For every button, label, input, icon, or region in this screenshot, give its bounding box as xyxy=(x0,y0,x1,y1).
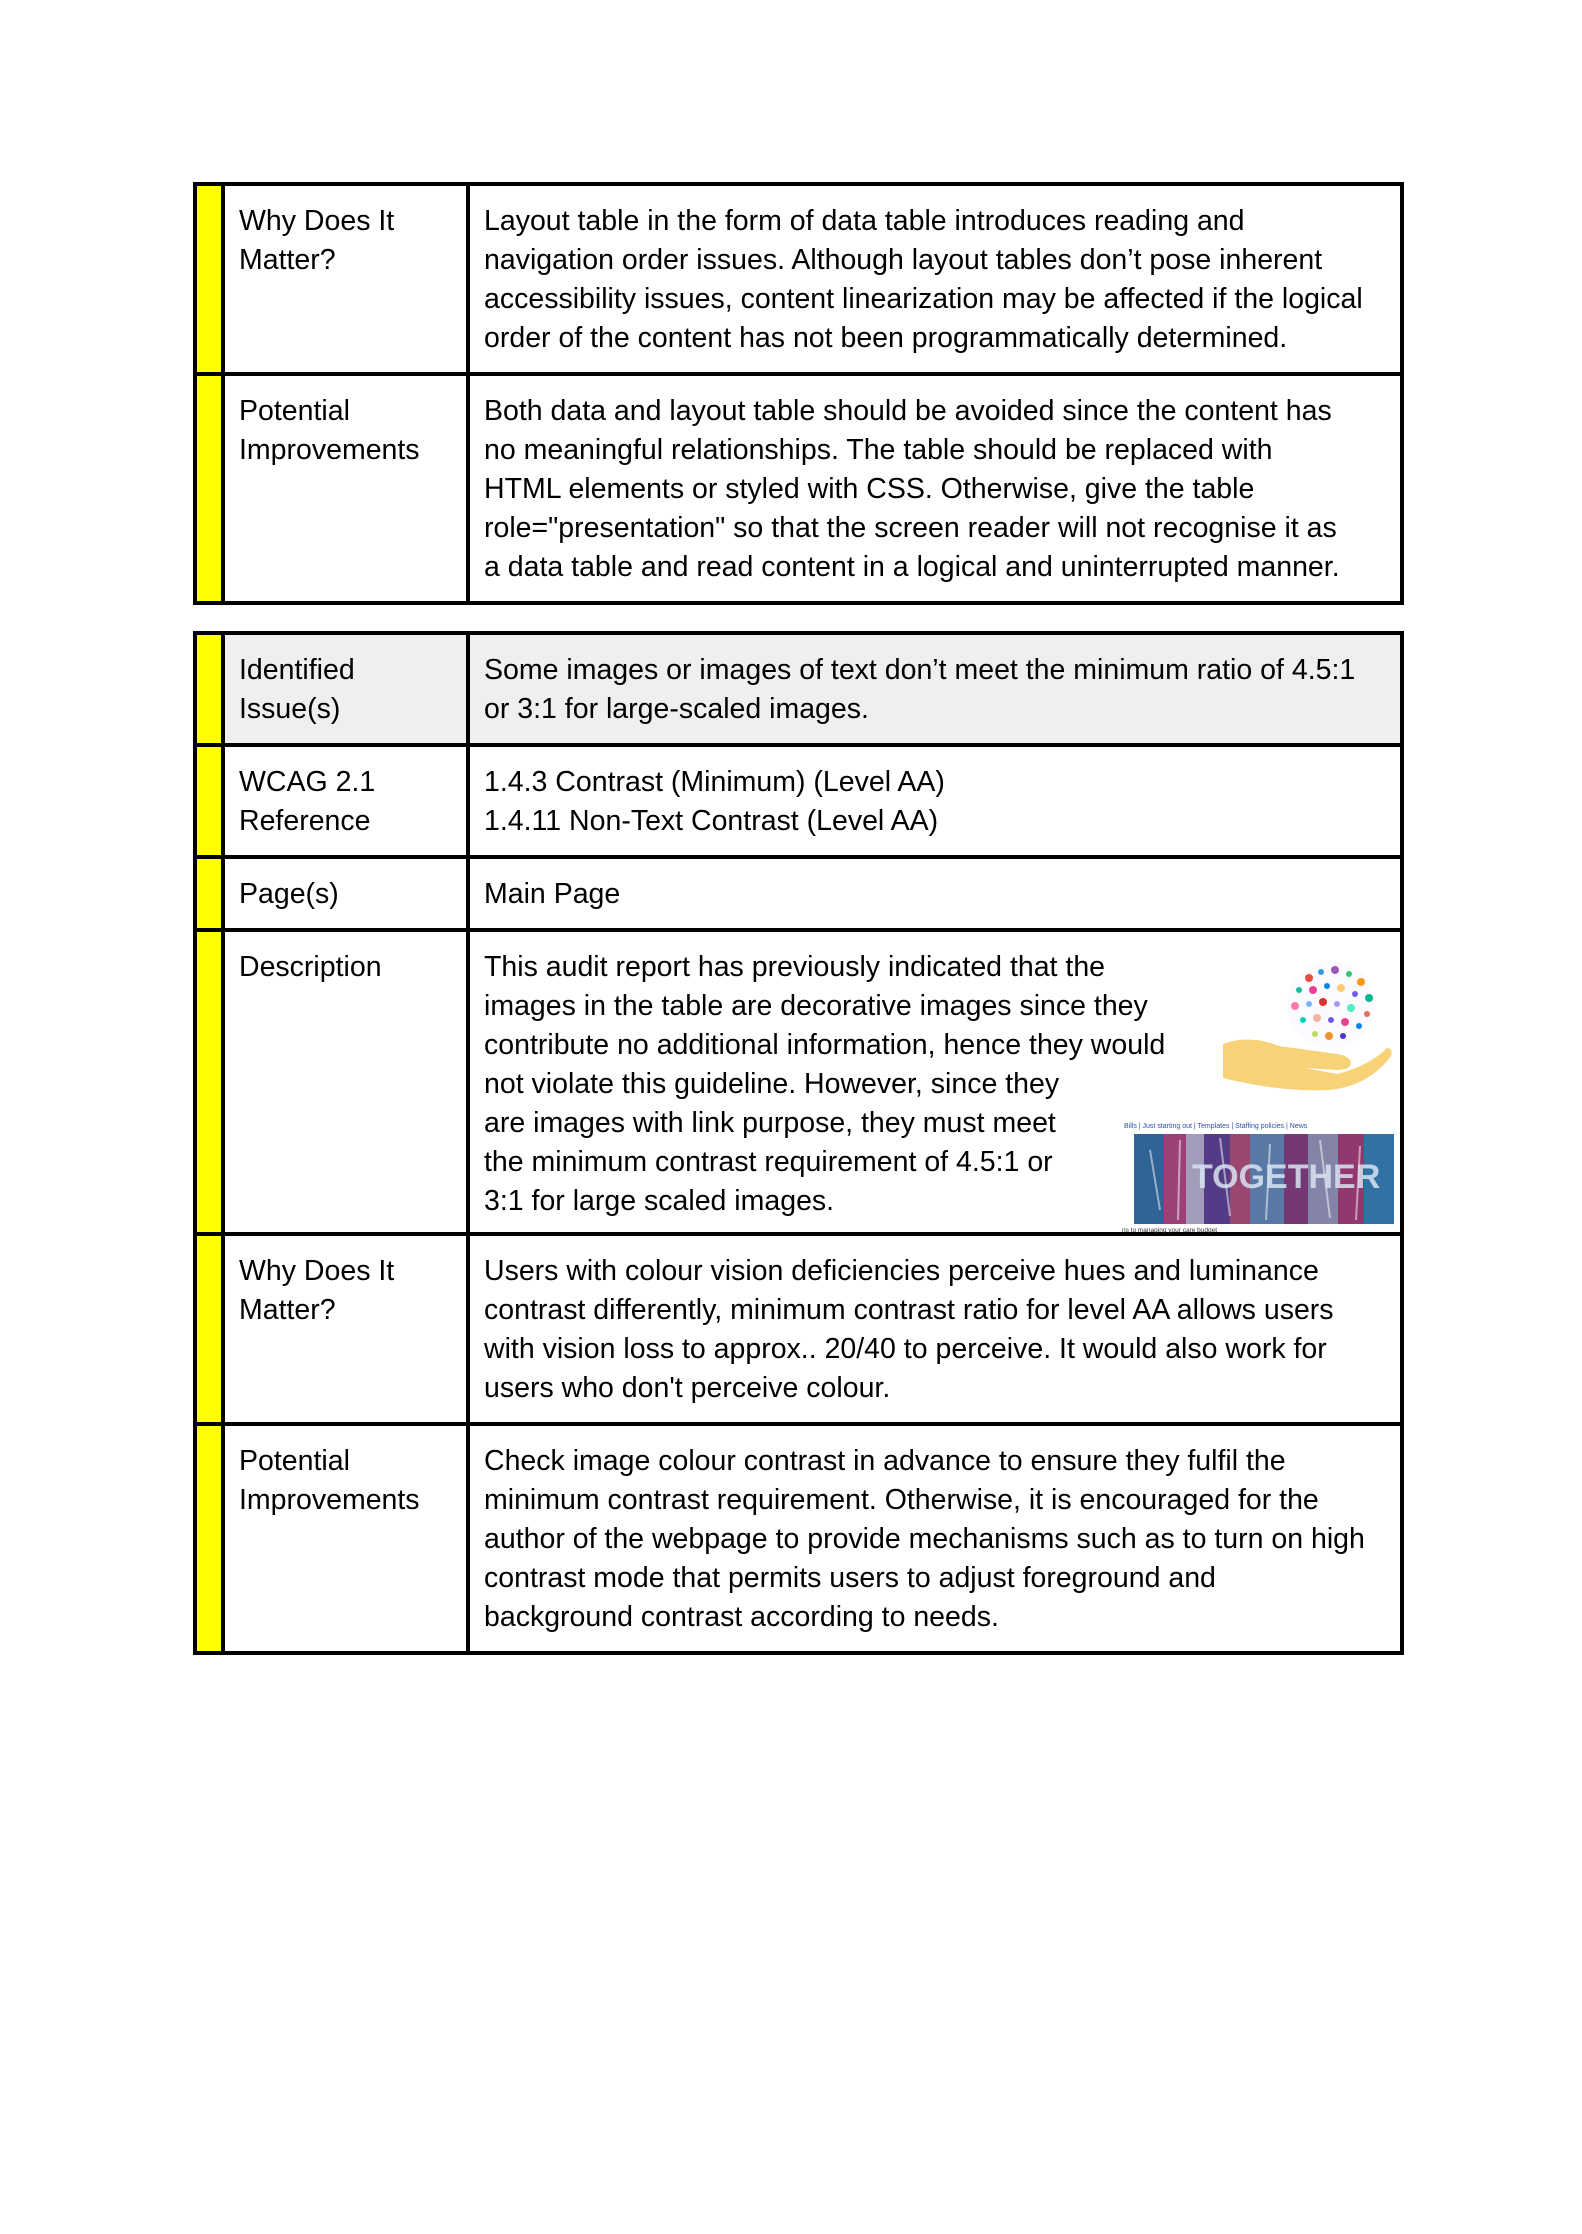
row-content: Some images or images of text don’t meet the minimum ratio of 4.5:1 or 3:1 for large-scaled images. xyxy=(468,633,1402,745)
row-marker-bar xyxy=(195,930,223,1234)
row-content: Both data and layout table should be avoided since the content has no meaningful relationships. The table should be replaced with HTML elements or styled with CSS. Otherwise, give the table role="presentation" so that the screen reader will not recognise it as a data table and read content in a logical and uninterrupted manner. xyxy=(468,374,1402,603)
description-text: This audit report has previously indicated that the images in the table are decorative images since they contribute no additional information, hence they would not violate this guideline. However, since they are images with link purpose, they must meet the minimum contrast requirement of 4.5:1 or 3:1 for large scaled images. xyxy=(484,951,1166,1217)
row-marker-bar xyxy=(195,633,223,745)
row-identified-issues xyxy=(195,633,1402,745)
row-wcag-reference xyxy=(195,745,1402,857)
row-potential-improvements xyxy=(195,374,1402,603)
row-marker-bar xyxy=(195,745,223,857)
row-label: Potential Improvements xyxy=(223,1424,468,1653)
row-content: Layout table in the form of data table introduces reading and navigation order issues. Although layout tables don’t pose inherent accessibility issues, content linearization may be affected if the logical order of the content has not been programmatically determined. xyxy=(468,184,1402,374)
row-why-does-it-matter xyxy=(195,184,1402,374)
audit-table-contrast-issue xyxy=(193,631,1404,1655)
row-content: 1.4.3 Contrast (Minimum) (Level AA) 1.4.11 Non-Text Contrast (Level AA) xyxy=(468,745,1402,857)
row-label: Page(s) xyxy=(223,857,468,930)
row-marker-bar xyxy=(195,374,223,603)
hand-holding-icons-image xyxy=(1219,956,1394,1096)
website-screenshot-image xyxy=(1120,1120,1398,1234)
row-label: Why Does It Matter? xyxy=(223,184,468,374)
row-content: Users with colour vision deficiencies perceive hues and luminance contrast differently, minimum contrast ratio for level AA allows users with vision loss to approx.. 20/40 to perceive. It would also work for users who don't perceive colour. xyxy=(468,1234,1402,1424)
row-marker-bar xyxy=(195,1424,223,1653)
row-label: Identified Issue(s) xyxy=(223,633,468,745)
screenshot-caption: ns to managing your care budget xyxy=(1122,1227,1218,1234)
screenshot-banner-text: TOGETHER xyxy=(1192,1158,1381,1196)
row-marker-bar xyxy=(195,857,223,930)
row-pages xyxy=(195,857,1402,930)
row-marker-bar xyxy=(195,184,223,374)
row-content: Check image colour contrast in advance to ensure they fulfil the minimum contrast requirement. Otherwise, it is encouraged for the author of the webpage to provide mechanisms such as to turn on high contrast mode that permits users to adjust foreground and background contrast according to needs. xyxy=(468,1424,1402,1653)
row-potential-improvements xyxy=(195,1424,1402,1653)
row-why-does-it-matter xyxy=(195,1234,1402,1424)
row-label: Description xyxy=(223,930,468,1234)
icon-dots-cluster-icon xyxy=(1287,960,1375,1048)
screenshot-nav-links: Bills | Just starting out | Templates | Staffing policies | News xyxy=(1124,1123,1308,1130)
row-label: WCAG 2.1 Reference xyxy=(223,745,468,857)
row-marker-bar xyxy=(195,1234,223,1424)
row-content xyxy=(468,930,1402,1234)
row-label: Potential Improvements xyxy=(223,374,468,603)
row-content: Main Page xyxy=(468,857,1402,930)
audit-table-continued xyxy=(193,182,1404,605)
row-label: Why Does It Matter? xyxy=(223,1234,468,1424)
open-hand-icon xyxy=(1223,1039,1392,1090)
row-description xyxy=(195,930,1402,1234)
